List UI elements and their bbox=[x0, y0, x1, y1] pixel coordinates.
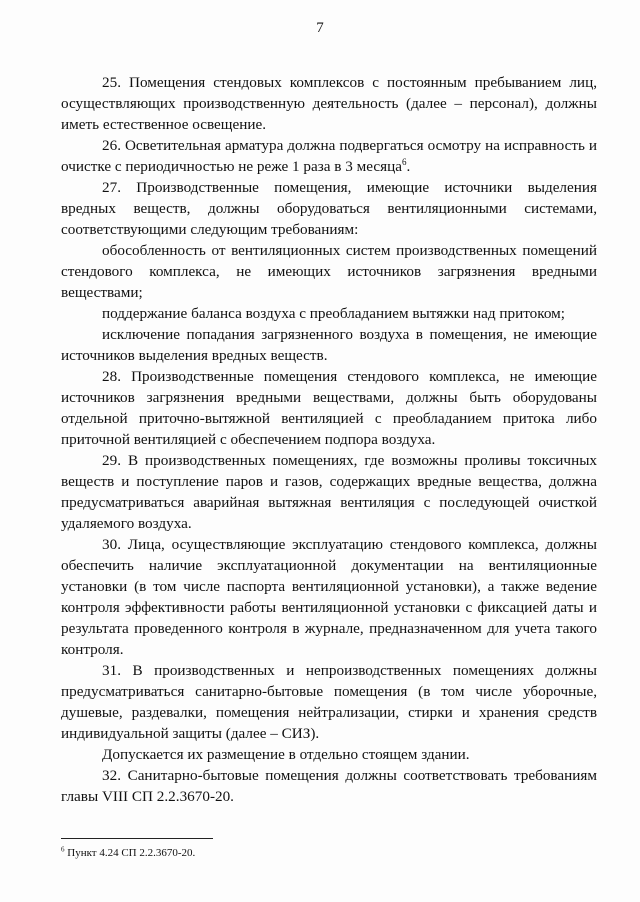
footnote-marker: 6 bbox=[61, 845, 65, 854]
paragraph-26: 26. Осветительная арматура должна подвергаться осмотру на исправность и очистке с периодичностью не реже 1 раза в 3 месяца$^6$. bbox=[61, 137, 597, 175]
paragraph-31-note: Допускается их размещение в отдельно стоящем здании. bbox=[102, 746, 470, 763]
paragraph-27-item-1: обособленность от вентиляционных систем производственных помещений стендового комплекса, не имеющих источников загрязнения вредными веществами; bbox=[61, 242, 597, 301]
paragraph-25: 25. Помещения стендовых комплексов с постоянным пребыванием лиц, осуществляющих производственную деятельность (далее – персонал), должны иметь естественное освещение. bbox=[61, 74, 597, 133]
paragraph-27: 27. Производственные помещения, имеющие источники выделения вредных веществ, должны оборудоваться вентиляционными системами, соответствующими следующим требованиям: bbox=[61, 179, 597, 238]
paragraph-31: 31. В производственных и непроизводственных помещениях должны предусматриваться санитарно-бытовые помещения (в том числе уборочные, душевые, раздевалки, помещения нейтрализации, стирки и хранения средств индивидуальной защиты (далее – СИЗ). bbox=[61, 662, 597, 742]
paragraph-28: 28. Производственные помещения стендового комплекса, не имеющие источников загрязнения вредными веществами, должны быть оборудованы отдельной приточно-вытяжной вентиляцией с преобладанием притока либо приточной вентиляцией с обеспечением подпора воздуха. bbox=[61, 368, 597, 448]
paragraph-29: 29. В производственных помещениях, где возможны проливы токсичных веществ и поступление паров и газов, содержащих вредные вещества, должна предусматриваться аварийная вытяжная вентиляция с последующей очисткой удаляемого воздуха. bbox=[61, 452, 597, 532]
page-number: 7 bbox=[316, 20, 324, 36]
document-body bbox=[61, 72, 597, 807]
paragraph-27-item-2: поддержание баланса воздуха с преобладанием вытяжки над притоком; bbox=[102, 305, 565, 322]
paragraph-30: 30. Лица, осуществляющие эксплуатацию стендового комплекса, должны обеспечить наличие эксплуатационной документации на вентиляционные установки (в том числе паспорта вентиляционной установки), а также ведение контроля эффективности работы вентиляционной установки с фиксацией даты и результата проведенного контроля в журнале, предназначенном для учета такого контроля. bbox=[61, 536, 597, 658]
paragraph-27-item-3: исключение попадания загрязненного воздуха в помещения, не имеющие источников выделения вредных веществ. bbox=[61, 326, 597, 364]
footnote-divider bbox=[61, 838, 213, 839]
footnote bbox=[61, 846, 195, 860]
footnote-text: Пункт 4.24 СП 2.2.3670-20. bbox=[64, 847, 196, 859]
paragraph-32: 32. Санитарно-бытовые помещения должны соответствовать требованиям главы VIII СП 2.2.3670-20. bbox=[61, 767, 597, 805]
footnote-reference: 6 bbox=[401, 156, 407, 167]
